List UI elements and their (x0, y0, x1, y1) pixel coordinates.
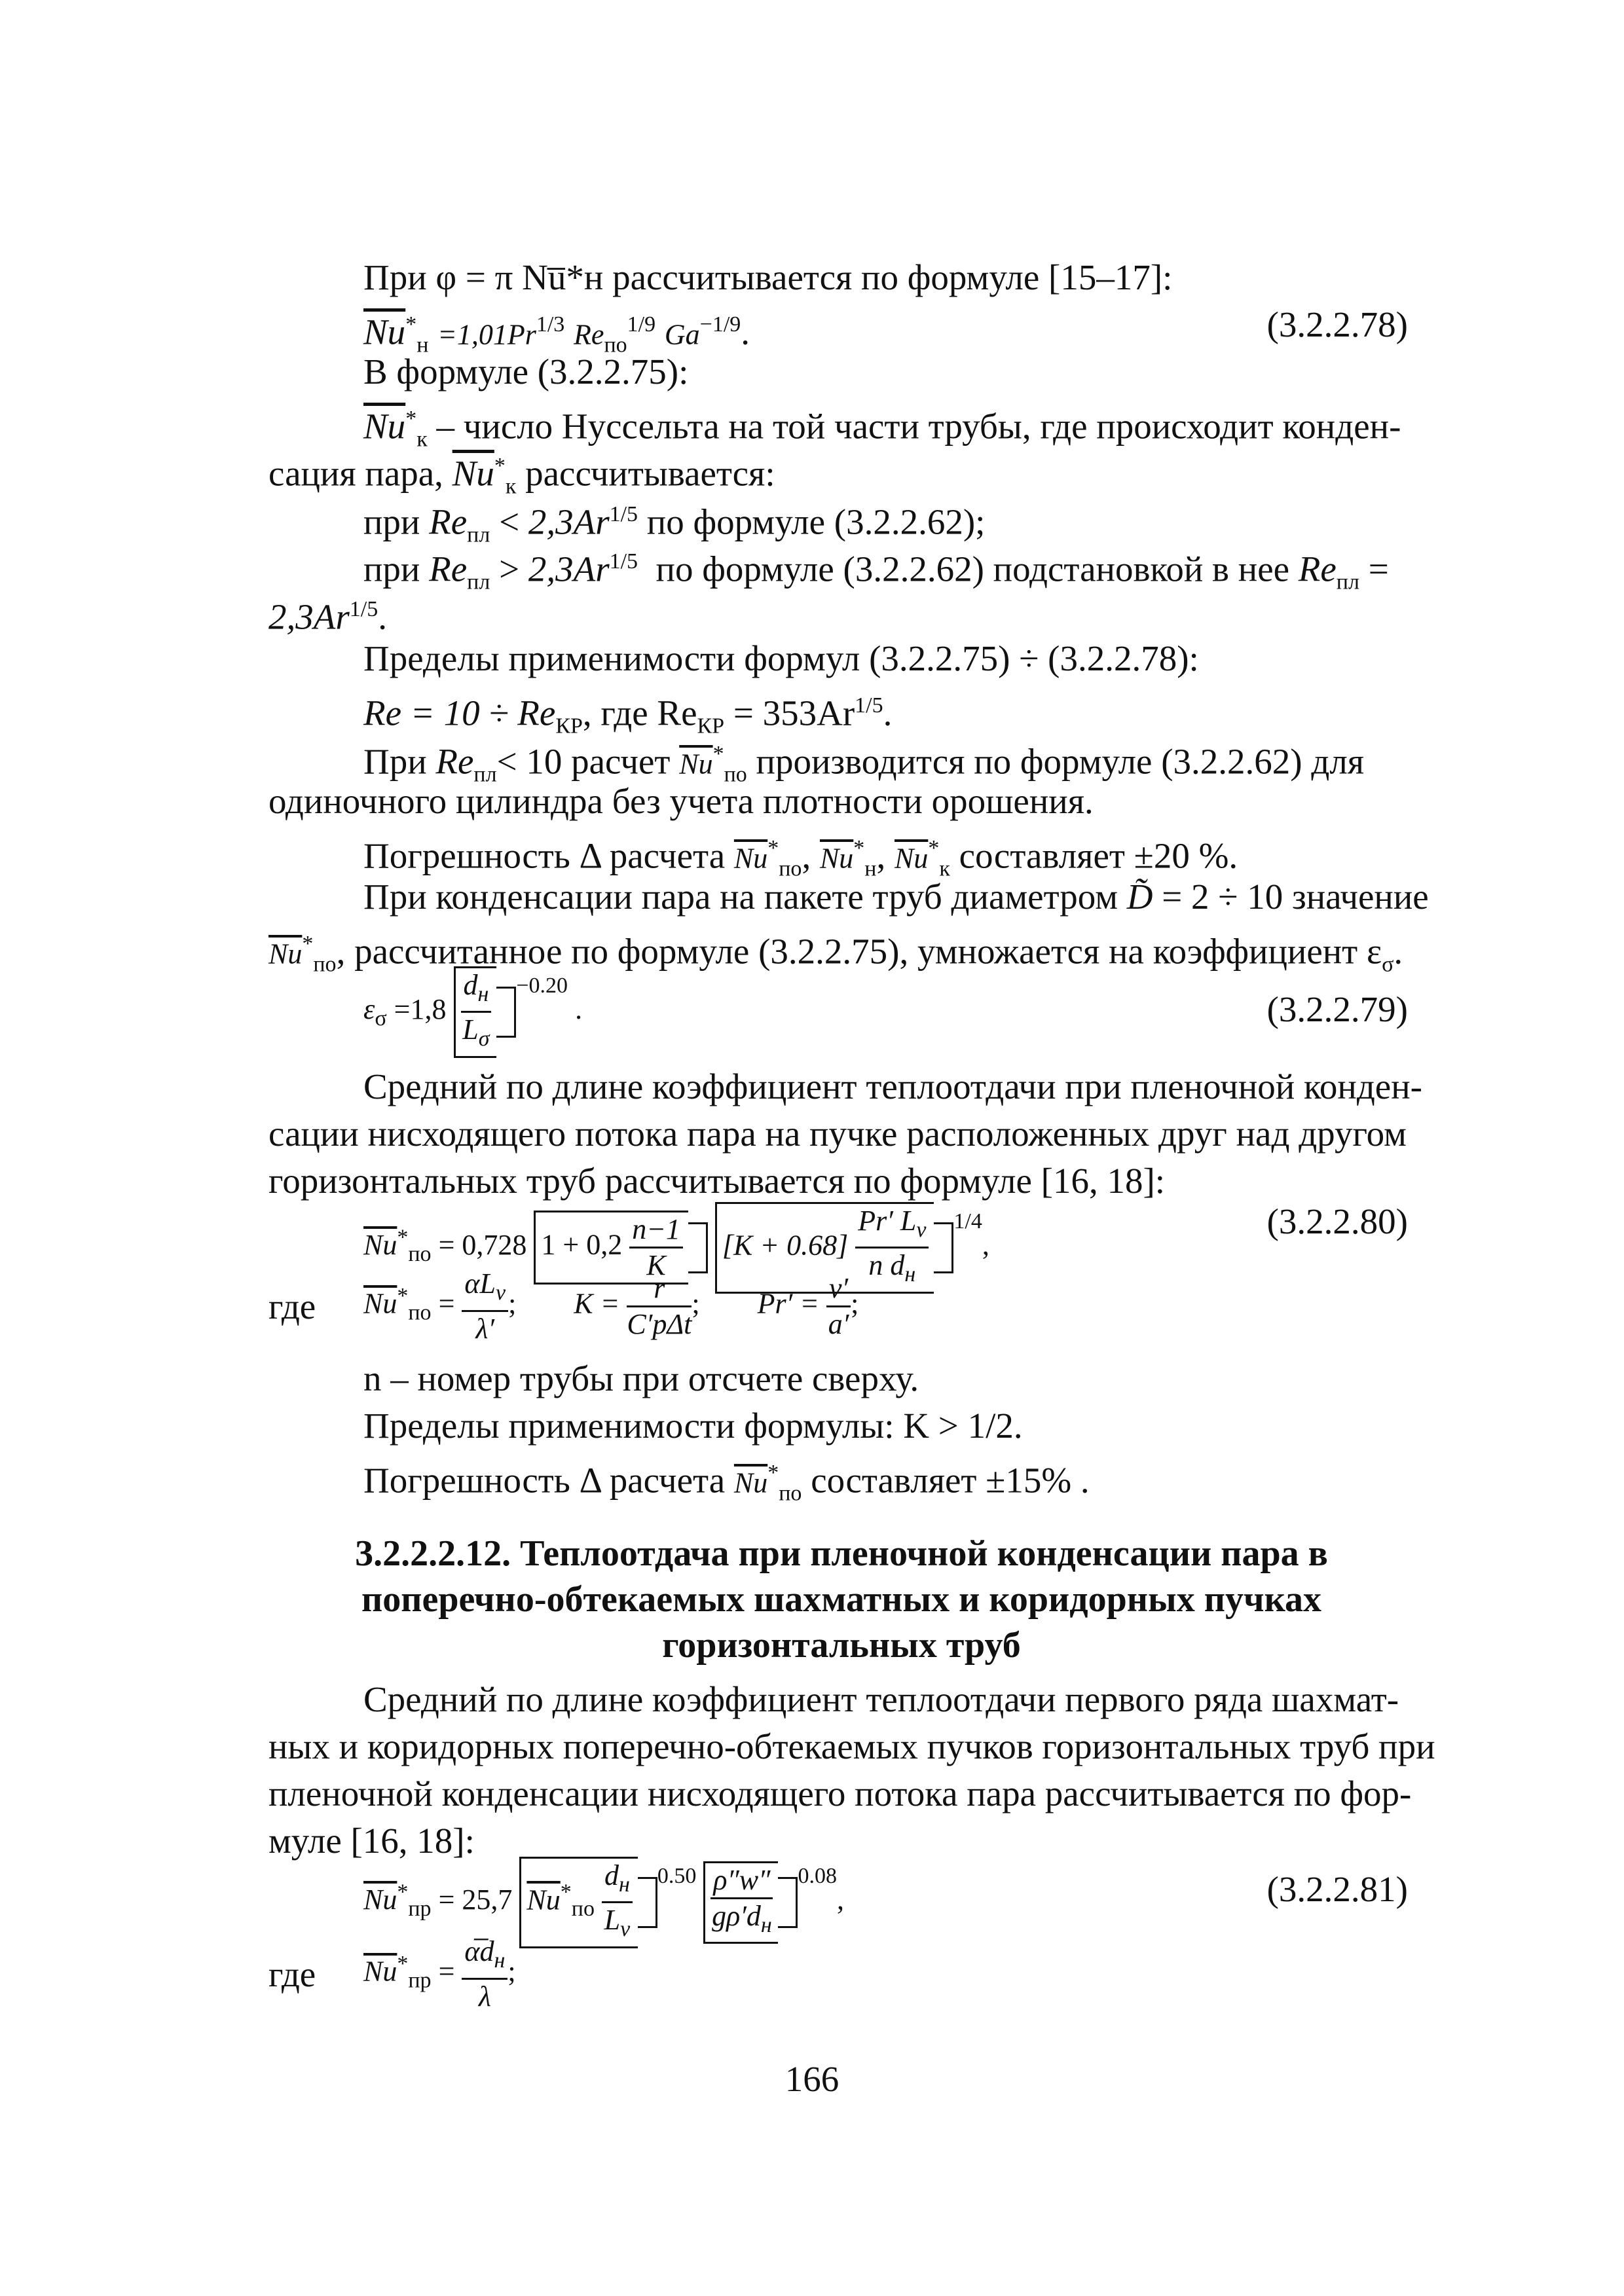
text-line: при $Re_{пл} < 2,3Ar^{1/5}$ по формуле (3.2.2.62); (363, 501, 986, 547)
equation-number: (3.2.2.80) (1266, 1201, 1408, 1241)
text-line: $Re = 10 \div Re_{КР}$, где $Re_{КР} = 353Ar^{1/5}$. (363, 693, 893, 738)
section-heading: 3.2.2.2.12. Теплоотдача при пленочной конденсации пара в поперечно-обтекаемых шахматных и коридорных пучках горизонтальных труб (355, 1533, 1328, 1666)
formula-3-2-2-79: $\varepsilon_\sigma =1,8$ $\frac{d_н}{L_\sigma}$ $^{-0.20}$ . (363, 962, 582, 1058)
text-line: Погрешность Δ расчета $\overline{Nu}^*_{по}$ составляет ±15% . (363, 1460, 1090, 1506)
text-line: при $Re_{пл} > 2,3Ar^{1/5}$ по формуле (3.2.2.62) подстановкой в нее $Re_{пл}$ = (363, 549, 1389, 594)
definitions-3-2-2-81: $\overline{Nu}^*_{пр}$ = $\frac{\alpha̅d_н}{\lambda}$ ; (363, 1935, 516, 2013)
where-label: где (268, 1954, 316, 1994)
text-line: Погрешность Δ расчета $\overline{Nu}^*_{по}$, $\overline{Nu}^*_н$, $\overline{Nu}^*_к$ составляет ±20 %. (363, 835, 1238, 881)
text-line: сация пара, $\overline{Nu}^*_к$ рассчитывается: (268, 453, 775, 499)
text-line: Средний по длине коэффициент теплоотдачи при пленочной конден- (363, 1066, 1422, 1106)
equation-number: (3.2.2.81) (1266, 1869, 1408, 1909)
text-line: горизонтальных труб рассчитывается по формуле [16, 18]: (268, 1161, 1166, 1201)
text-line: В формуле (3.2.2.75): (363, 352, 689, 392)
text-line: ных и коридорных поперечно-обтекаемых пучков горизонтальных труб при (268, 1726, 1435, 1766)
text-line: Пределы применимости формулы: K > 1/2. (363, 1406, 1023, 1446)
page-number: 166 (784, 2059, 840, 2099)
text-line: $2,3Ar^{1/5}$. (268, 596, 387, 637)
definitions-3-2-2-80: $\overline{Nu}^*_{по}$ = $\frac{\alpha L_\nu}{\lambda'}$ ; K = $\frac{r}{\text{C′pΔt}}$ ; Pr′ = $\frac{\nu'}{a'}$ ; (363, 1267, 859, 1345)
equation-number: (3.2.2.78) (1266, 304, 1408, 344)
text-line: Средний по длине коэффициент теплоотдачи первого ряда шахмат- (363, 1679, 1399, 1719)
text-line: пленочной конденсации нисходящего потока пара рассчитывается по фор- (268, 1774, 1412, 1813)
text-line: Пределы применимости формул (3.2.2.75) ÷ (3.2.2.78): (363, 638, 1199, 678)
text-line: $\overline{Nu}^*_к$ – число Нуссельта на той части трубы, где происходит конден- (363, 406, 1401, 452)
text-line: При $Re_{пл}< 10$ расчет $\overline{Nu}^*_{по}$ производится по формуле (3.2.2.62) для (363, 741, 1365, 787)
text-line: одиночного цилиндра без учета плотности орошения. (268, 781, 1094, 821)
text-line: муле [16, 18]: (268, 1821, 475, 1861)
equation-number: (3.2.2.79) (1266, 989, 1408, 1029)
formula-3-2-2-80: $\overline{Nu}^*_{по} = 0,728$ 1 + 0,2 $\frac{n-1}{K}$ [K + 0.68] $\frac{Pr' L_\nu}{n d_н}$ $^{1/4}$, (363, 1198, 989, 1294)
text-line: n – номер трубы при отсчете сверху. (363, 1358, 919, 1398)
text-line: $\overline{Nu}^*_{по}$, рассчитанное по формуле (3.2.2.75), умножается на коэффициент $\varepsilon_\sigma$. (268, 931, 1403, 977)
where-label: где (268, 1286, 316, 1326)
text-line: При φ = π Nu̅*н рассчитывается по формуле [15–17]: (363, 257, 1173, 297)
formula-3-2-2-81: $\overline{Nu}^*_{пр} = 25,7$ $\overline{Nu}^*_{по}$ $\frac{d_н}{L_\nu}$ $^{0.50}$ $\frac{\rho''w''}{g\rho'd_н}$ $^{0.08}$, (363, 1853, 844, 1948)
text-line: При конденсации пара на пакете труб диаметром D̃ = 2 ÷ 10 значение (363, 877, 1429, 917)
text-line: сации нисходящего потока пара на пучке расположенных друг над другом (268, 1114, 1407, 1154)
formula-3-2-2-78: $\overline{Nu}^*_н =1,01Pr^{1/3}$ $Re_{по}^{1/9}$ $Ga^{-1/9}$. (363, 312, 750, 357)
